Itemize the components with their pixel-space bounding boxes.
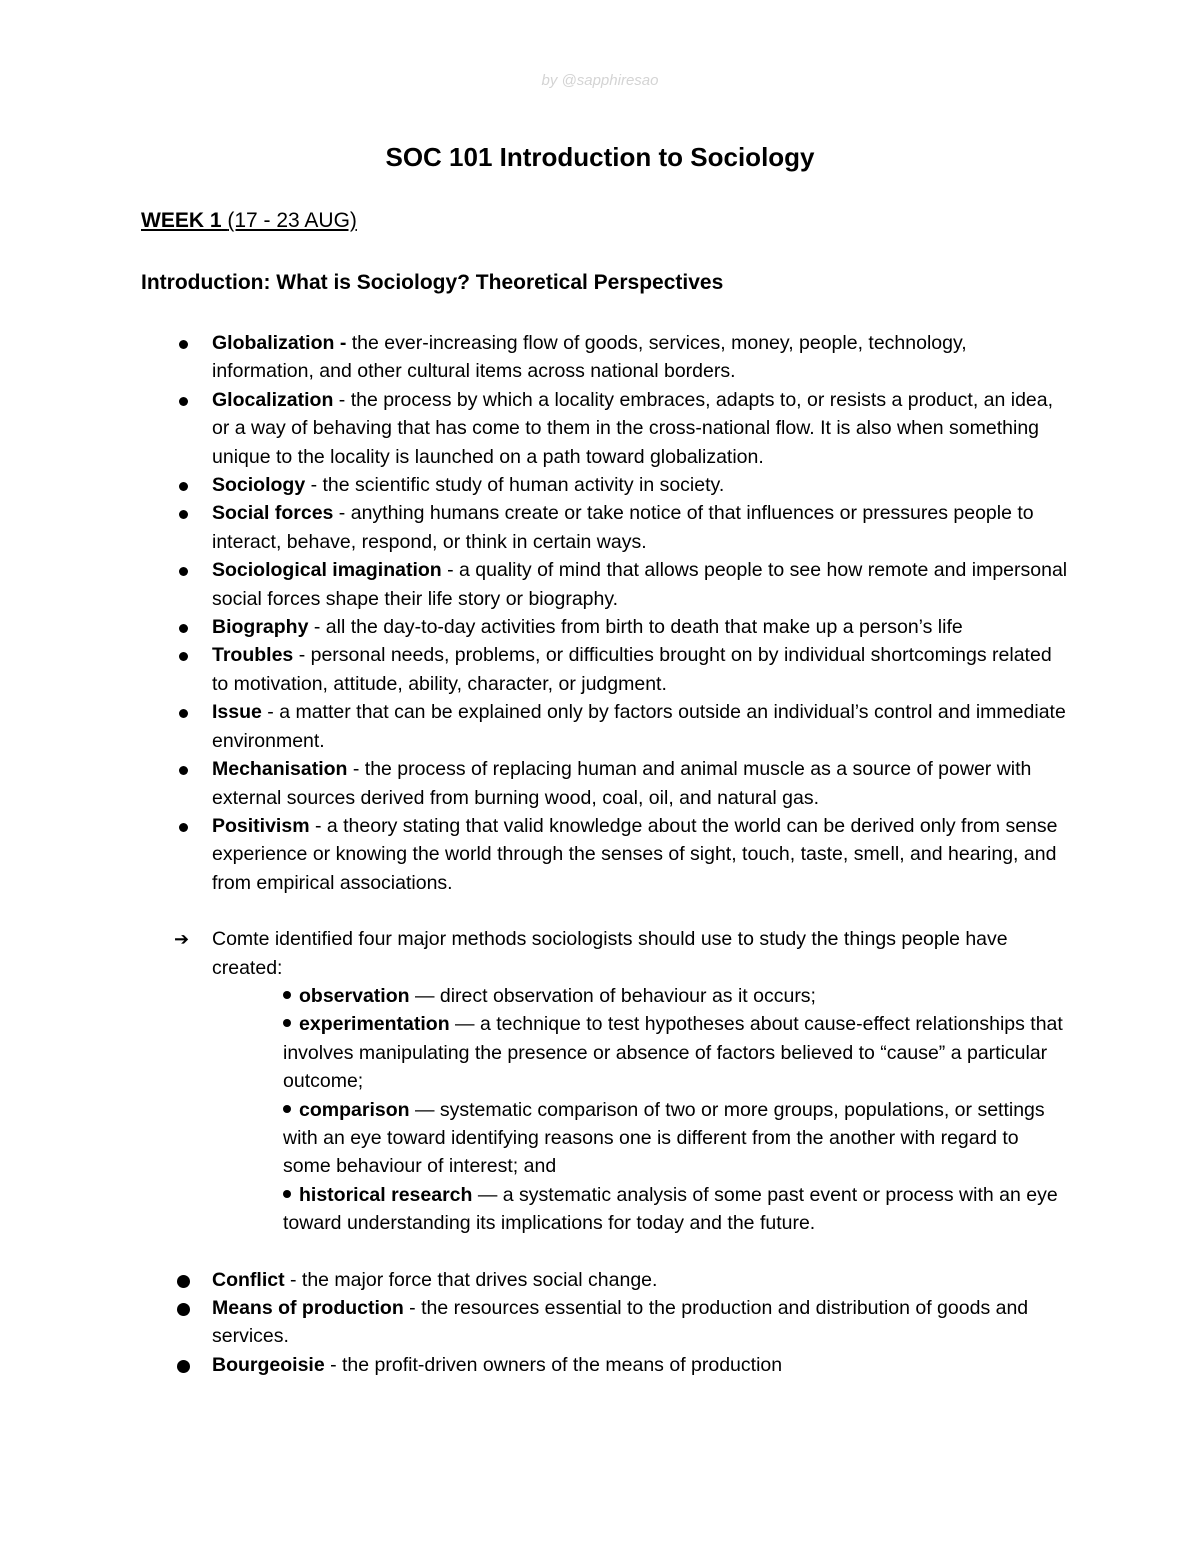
method-name: historical research (299, 1183, 473, 1206)
watermark: by @sapphiresao (541, 72, 659, 89)
term-definition: - the profit-driven owners of the means of production (324, 1353, 783, 1376)
bullet-icon (179, 482, 188, 491)
term-name: Mechanisation (212, 758, 348, 781)
list-item (141, 812, 1071, 897)
content (141, 329, 1071, 1379)
list-item (141, 471, 1071, 499)
term-list-2 (141, 1266, 1071, 1380)
list-item (141, 1351, 1071, 1379)
bullet-icon (283, 1105, 291, 1113)
page-title: SOC 101 Introduction to Sociology (385, 142, 815, 172)
spacer (141, 1238, 1071, 1266)
week-label: WEEK 1 (141, 209, 222, 232)
term-list (141, 329, 1071, 897)
term-definition: - the major force that drives social change. (284, 1268, 658, 1291)
term-name: Glocalization (212, 388, 334, 411)
term-name: Sociological imagination (212, 559, 442, 582)
term-definition: - a matter that can be explained only by factors outside an individual’s control and immediate environment. (212, 701, 1066, 752)
method-definition: — systematic comparison of two or more groups, populations, or settings with an eye toward identifying reasons one is different from the another with regard to some behaviour of interest; and (283, 1098, 1045, 1178)
term-definition: - the process by which a locality embraces, adapts to, or resists a product, an idea, or a way of behaving that has come to them in the cross-national flow. It is also when something unique to the locality is launched on a path toward globalization. (212, 388, 1054, 468)
method-name: experimentation (299, 1013, 450, 1036)
spacer (141, 897, 1071, 925)
bullet-icon (179, 340, 188, 349)
comte-intro: Comte identified four major methods sociologists should use to study the things people have created: (212, 928, 1008, 979)
term-definition: - all the day-to-day activities from birth to death that make up a person’s life (308, 616, 963, 639)
term-name: Social forces (212, 502, 334, 525)
method-definition: — a systematic analysis of some past event or process with an eye toward understanding its implications for today and the future. (283, 1183, 1058, 1235)
bullet-icon (177, 1360, 190, 1373)
bullet-icon (177, 1303, 190, 1316)
list-item (283, 1181, 1071, 1238)
term-definition: - anything humans create or take notice of that influences or pressures people to interact, behave, respond, or think in certain ways. (212, 502, 1034, 553)
list-item (283, 1010, 1071, 1095)
week-heading (141, 209, 357, 233)
list-item (141, 641, 1071, 698)
term-name: Biography (212, 616, 309, 639)
bullet-icon (179, 766, 188, 775)
list-item (141, 1266, 1071, 1294)
term-definition: - the process of replacing human and animal muscle as a source of power with external sources derived from burning wood, coal, oil, and natural gas. (212, 758, 1032, 809)
list-item (141, 613, 1071, 641)
term-definition: the ever-increasing flow of goods, services, money, people, technology, information, and other cultural items across national borders. (212, 332, 967, 383)
term-name: Bourgeoisie (212, 1353, 325, 1376)
bullet-icon (283, 1019, 291, 1027)
list-item (141, 755, 1071, 812)
term-name: Positivism (212, 814, 310, 837)
bullet-icon (179, 567, 188, 576)
list-item (141, 386, 1071, 471)
list-item (283, 982, 1071, 1010)
section-heading: Introduction: What is Sociology? Theoretical Perspectives (141, 271, 724, 294)
list-item (141, 329, 1071, 386)
bullet-icon (283, 991, 291, 999)
method-definition: — direct observation of behaviour as it occurs; (409, 984, 816, 1007)
term-name: Issue (212, 701, 262, 724)
list-item (141, 698, 1071, 755)
list-item (283, 1096, 1071, 1181)
term-name: Sociology (212, 474, 306, 497)
bullet-icon (179, 823, 188, 832)
term-name: Troubles (212, 644, 294, 667)
method-name: comparison (299, 1098, 410, 1121)
comte-item (141, 925, 1071, 1237)
week-dates: (17 - 23 AUG) (227, 209, 357, 232)
list-item (141, 499, 1071, 556)
term-name: Conflict (212, 1268, 285, 1291)
bullet-icon (179, 510, 188, 519)
bullet-icon (177, 1275, 190, 1288)
term-definition: - a quality of mind that allows people to see how remote and impersonal social forces shape their life story or biography. (212, 559, 1068, 610)
bullet-icon (179, 652, 188, 661)
term-definition: - the resources essential to the production and distribution of goods and services. (212, 1297, 1029, 1348)
term-name: Means of production (212, 1297, 404, 1319)
arrow-icon: ➔ (174, 929, 190, 950)
bullet-icon (179, 397, 188, 406)
list-item (141, 1294, 1071, 1351)
bullet-icon (179, 624, 188, 633)
list-item (141, 556, 1071, 613)
method-definition: — a technique to test hypotheses about cause-effect relationships that involves manipulating the presence or absence of factors believed to “cause” a particular outcome; (283, 1013, 1063, 1093)
term-name: Globalization - (212, 332, 347, 354)
term-definition: - personal needs, problems, or difficulties brought on by individual shortcomings related to motivation, attitude, ability, character, or judgment. (212, 644, 1052, 695)
method-name: observation (299, 984, 410, 1007)
methods-list (212, 982, 1071, 1238)
bullet-icon (179, 709, 188, 718)
term-definition: - a theory stating that valid knowledge about the world can be derived only from sense experience or knowing the world through the senses of sight, touch, taste, smell, and hearing, and from empirical associations. (212, 814, 1058, 894)
bullet-icon (283, 1190, 291, 1198)
term-definition: - the scientific study of human activity in society. (305, 474, 725, 497)
